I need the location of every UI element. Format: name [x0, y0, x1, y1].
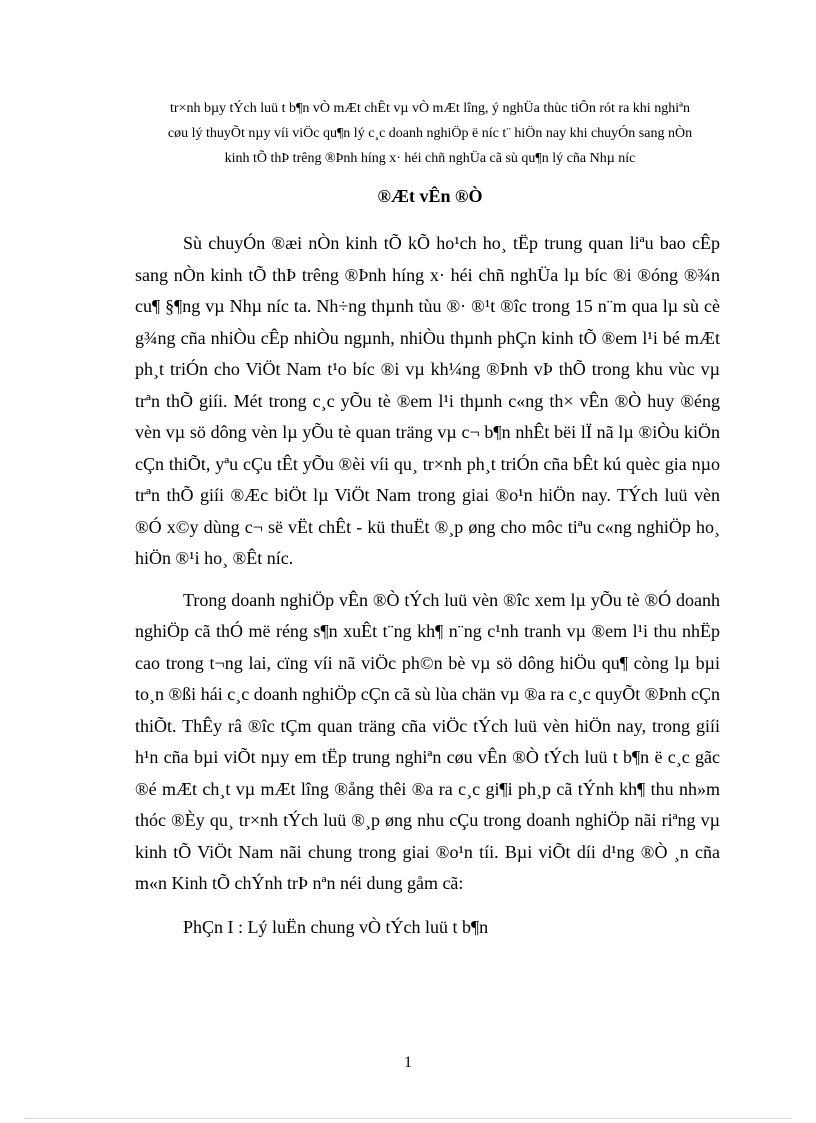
- paragraph: Sù chuyÓn ®æi nÒn kinh tÕ kÕ ho¹ch ho¸ tËp trung quan liªu bao cÊp sang nÒn kinh tÕ thÞ trêng ®Þnh híng x· héi chñ nghÜa lµ bíc ®i ®óng ®¾n cu¶ §¶ng vµ Nhµ níc ta. Nh÷ng thµnh tùu ®· ®¹t ®îc trong 15 n¨m qua lµ sù cè g¾ng cña nhiÒu cÊp nhiÒu ngµnh, nhiÒu thµnh phÇn kinh tÕ ®em l¹i bé mÆt ph¸t triÓn cho ViÖt Nam t¹o bíc ®i vµ kh¼ng ®Þnh vÞ thÕ trong khu vùc vµ trªn thÕ giíi. Mét trong c¸c yÕu tè ®em l¹i thµnh c«ng th× vÊn ®Ò huy ®éng vèn vµ sö dông vèn lµ yÕu tè quan träng vµ c¬ b¶n nhÊt bëi lÏ nã lµ ®iÒu kiÖn cÇn thiÕt, yªu cÇu tÊt yÕu ®èi víi qu¸ tr×nh ph¸t triÓn cña bÊt kú quèc gia nµo trªn thÕ giíi ®Æc biÖt lµ ViÖt Nam trong giai ®o¹n hiÖn nay. TÝch luü vèn ®Ó x©y dùng c¬ së vËt chÊt - kü thuËt ®¸p øng cho môc tiªu c«ng nghiÖp ho¸ hiÖn ®¹i ho¸ ®Êt níc.: [135, 233, 720, 568]
- intro-line: tr×nh bµy tÝch luü t b¶n vÒ mÆt chÊt vµ vÒ mÆt lîng, ý nghÜa thùc tiÔn rót ra khi nghiªn: [170, 101, 690, 116]
- section-heading: ®Æt vÊn ®Ò: [377, 186, 483, 206]
- part-one-title: PhÇn I : Lý luËn chung vÒ tÝch luü t b¶n: [183, 916, 489, 937]
- paragraph: Trong doanh nghiÖp vÊn ®Ò tÝch luü vèn ®îc xem lµ yÕu tè ®Ó doanh nghiÖp cã thÓ më réng s¶n xuÊt t¨ng kh¶ n¨ng c¹nh tranh vµ ®em l¹i thu nhËp cao trong t¬ng lai, cïng víi nã viÖc ph©n bè vµ sö dông hiÖu qu¶ còng lµ bµi to¸n ®ßi hái c¸c doanh nghiÖp cÇn cã sù lùa chän vµ ®a ra c¸c quyÕt ®Þnh cÇn thiÕt. ThÊy râ ®îc tÇm quan träng cña viÖc tÝch luü vèn hiÖn nay, trong giíi h¹n cña bµi viÕt nµy em tËp trung nghiªn cøu vÊn ®Ò tÝch luü t b¶n ë c¸c gãc ®é mÆt ch¸t vµ mÆt lîng ®ång thêi ®a ra c¸c gi¶i ph¸p cã tÝnh kh¶ thu nh»m thóc ®Èy qu¸ tr×nh tÝch luü ®¸p øng nhu cÇu trong doanh nghiÖp nãi riªng vµ kinh tÕ ViÖt Nam nãi chung trong giai ®o¹n tíi. Bµi viÕt díi d¹ng ®Ò ¸n cña m«n Kinh tÕ chÝnh trÞ nªn néi dung gåm cã:: [135, 589, 720, 893]
- page-number: 1: [404, 1054, 412, 1071]
- intro-line: cøu lý thuyÕt nµy víi viÖc qu¶n lý c¸c doanh nghiÖp ë níc t¨ hiÖn nay khi chuyÓn sang nÒn: [167, 126, 693, 141]
- intro-text: [120, 96, 740, 171]
- intro-line: kinh tÕ thÞ trêng ®Þnh híng x· héi chñ nghÜa cã sù qu¶n lý cña Nhµ níc: [224, 151, 636, 166]
- body-text: [135, 228, 720, 953]
- page-bottom-divider: [24, 1118, 792, 1119]
